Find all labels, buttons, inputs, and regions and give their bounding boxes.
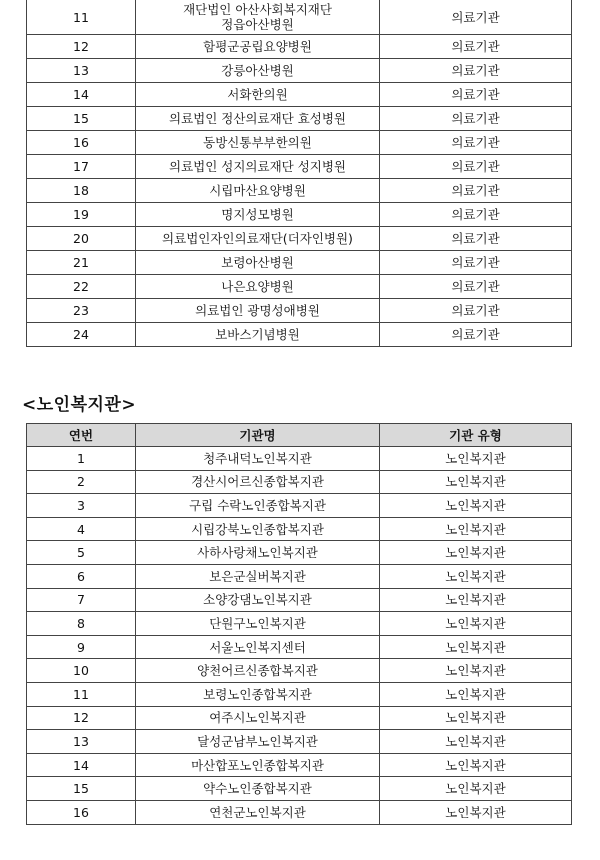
institution-name-line: 보바스기념병원 — [215, 327, 300, 342]
institution-name — [136, 155, 380, 179]
row-number: 10 — [27, 659, 136, 683]
institution-type: 의료기관 — [380, 323, 572, 347]
table-row — [27, 517, 572, 541]
institution-name-line: 시립마산요양병원 — [209, 183, 306, 198]
table-row — [27, 447, 572, 471]
table-row — [27, 0, 572, 35]
institution-name: 보령노인종합복지관 — [136, 682, 380, 706]
institution-name: 소양강댐노인복지관 — [136, 588, 380, 612]
row-number: 7 — [27, 588, 136, 612]
row-number: 18 — [27, 179, 136, 203]
institution-name — [136, 179, 380, 203]
row-number: 24 — [27, 323, 136, 347]
institution-name: 보은군실버복지관 — [136, 564, 380, 588]
institution-name-line: 서화한의원 — [227, 87, 288, 102]
senior-welfare-table — [26, 423, 572, 825]
institution-type: 의료기관 — [380, 299, 572, 323]
hospital-table — [26, 0, 572, 347]
institution-name: 여주시노인복지관 — [136, 706, 380, 730]
column-header-name: 기관명 — [136, 424, 380, 447]
row-number: 21 — [27, 251, 136, 275]
senior-welfare-table-body — [27, 447, 572, 825]
institution-name — [136, 299, 380, 323]
institution-type: 의료기관 — [380, 155, 572, 179]
row-number: 11 — [27, 0, 136, 35]
institution-name-line: 정읍아산병원 — [221, 17, 294, 32]
institution-name: 시립강북노인종합복지관 — [136, 517, 380, 541]
row-number: 2 — [27, 470, 136, 494]
row-number: 16 — [27, 800, 136, 824]
column-header-no: 연번 — [27, 424, 136, 447]
institution-type: 노인복지관 — [380, 447, 572, 471]
institution-type: 노인복지관 — [380, 800, 572, 824]
row-number: 16 — [27, 131, 136, 155]
table-row — [27, 541, 572, 565]
institution-type: 노인복지관 — [380, 706, 572, 730]
institution-name: 서울노인복지센터 — [136, 635, 380, 659]
table-row — [27, 470, 572, 494]
institution-type: 노인복지관 — [380, 730, 572, 754]
table-row — [27, 753, 572, 777]
row-number: 14 — [27, 83, 136, 107]
institution-type: 의료기관 — [380, 0, 572, 35]
institution-name: 청주내덕노인복지관 — [136, 447, 380, 471]
row-number: 5 — [27, 541, 136, 565]
institution-name — [136, 107, 380, 131]
row-number: 12 — [27, 35, 136, 59]
row-number: 17 — [27, 155, 136, 179]
table-row — [27, 635, 572, 659]
row-number: 9 — [27, 635, 136, 659]
table-row — [27, 203, 572, 227]
row-number: 8 — [27, 612, 136, 636]
hospital-table-body — [27, 0, 572, 347]
table-row — [27, 588, 572, 612]
institution-name-line: 동방신통부부한의원 — [203, 135, 312, 150]
institution-type: 노인복지관 — [380, 635, 572, 659]
institution-name-line: 의료법인 정산의료재단 효성병원 — [169, 111, 346, 126]
row-number: 13 — [27, 59, 136, 83]
institution-name — [136, 251, 380, 275]
institution-type: 의료기관 — [380, 83, 572, 107]
institution-name-line: 의료법인자인의료재단(더자인병원) — [162, 231, 353, 246]
institution-name — [136, 203, 380, 227]
institution-name — [136, 35, 380, 59]
table-row — [27, 35, 572, 59]
institution-name — [136, 131, 380, 155]
institution-name-line: 의료법인 성지의료재단 성지병원 — [169, 159, 346, 174]
row-number: 1 — [27, 447, 136, 471]
row-number: 15 — [27, 777, 136, 801]
row-number: 22 — [27, 275, 136, 299]
row-number: 6 — [27, 564, 136, 588]
institution-name: 단원구노인복지관 — [136, 612, 380, 636]
institution-type: 노인복지관 — [380, 470, 572, 494]
institution-type: 의료기관 — [380, 275, 572, 299]
row-number: 23 — [27, 299, 136, 323]
institution-type: 의료기관 — [380, 35, 572, 59]
row-number: 19 — [27, 203, 136, 227]
institution-name-line: 의료법인 광명성애병원 — [195, 303, 320, 318]
table-row — [27, 777, 572, 801]
institution-type: 노인복지관 — [380, 588, 572, 612]
institution-name: 양천어르신종합복지관 — [136, 659, 380, 683]
institution-name: 사하사랑채노인복지관 — [136, 541, 380, 565]
table-row — [27, 494, 572, 518]
institution-type: 노인복지관 — [380, 541, 572, 565]
institution-type: 노인복지관 — [380, 682, 572, 706]
institution-name: 달성군남부노인복지관 — [136, 730, 380, 754]
institution-name: 약수노인종합복지관 — [136, 777, 380, 801]
table-row — [27, 59, 572, 83]
institution-name — [136, 0, 380, 35]
institution-name-line: 보령아산병원 — [221, 255, 294, 270]
institution-type: 노인복지관 — [380, 517, 572, 541]
table-row — [27, 131, 572, 155]
row-number: 13 — [27, 730, 136, 754]
row-number: 12 — [27, 706, 136, 730]
institution-type: 의료기관 — [380, 251, 572, 275]
table-row — [27, 83, 572, 107]
institution-type: 노인복지관 — [380, 659, 572, 683]
institution-type: 노인복지관 — [380, 753, 572, 777]
institution-name — [136, 83, 380, 107]
institution-name: 경산시어르신종합복지관 — [136, 470, 380, 494]
institution-type: 노인복지관 — [380, 494, 572, 518]
table-row — [27, 251, 572, 275]
institution-type: 노인복지관 — [380, 777, 572, 801]
row-number: 11 — [27, 682, 136, 706]
table-row — [27, 800, 572, 824]
institution-name-line: 강릉아산병원 — [221, 63, 294, 78]
row-number: 15 — [27, 107, 136, 131]
row-number: 3 — [27, 494, 136, 518]
institution-name — [136, 275, 380, 299]
institution-type: 의료기관 — [380, 203, 572, 227]
table-row — [27, 299, 572, 323]
institution-type: 의료기관 — [380, 131, 572, 155]
table-row — [27, 107, 572, 131]
table-row — [27, 275, 572, 299]
institution-type: 의료기관 — [380, 227, 572, 251]
institution-name-line: 재단법인 아산사회복지재단 — [183, 2, 332, 17]
row-number: 20 — [27, 227, 136, 251]
institution-type: 노인복지관 — [380, 564, 572, 588]
institution-type: 의료기관 — [380, 179, 572, 203]
table-row — [27, 179, 572, 203]
table-header-row — [27, 424, 572, 447]
institution-name-line: 함평군공립요양병원 — [203, 39, 312, 54]
section-heading: <노인복지관> — [22, 395, 137, 415]
row-number: 14 — [27, 753, 136, 777]
table-row — [27, 706, 572, 730]
table-row — [27, 227, 572, 251]
institution-name-line: 나은요양병원 — [221, 279, 294, 294]
table-row — [27, 564, 572, 588]
institution-name: 구립 수락노인종합복지관 — [136, 494, 380, 518]
institution-name: 연천군노인복지관 — [136, 800, 380, 824]
institution-name-line: 명지성모병원 — [221, 207, 294, 222]
table-row — [27, 730, 572, 754]
table-row — [27, 323, 572, 347]
table-row — [27, 155, 572, 179]
institution-type: 의료기관 — [380, 59, 572, 83]
institution-name — [136, 323, 380, 347]
row-number: 4 — [27, 517, 136, 541]
table-row — [27, 682, 572, 706]
institution-name — [136, 59, 380, 83]
column-header-type: 기관 유형 — [380, 424, 572, 447]
institution-type: 의료기관 — [380, 107, 572, 131]
table-row — [27, 659, 572, 683]
institution-name — [136, 227, 380, 251]
institution-name: 마산합포노인종합복지관 — [136, 753, 380, 777]
institution-type: 노인복지관 — [380, 612, 572, 636]
table-row — [27, 612, 572, 636]
